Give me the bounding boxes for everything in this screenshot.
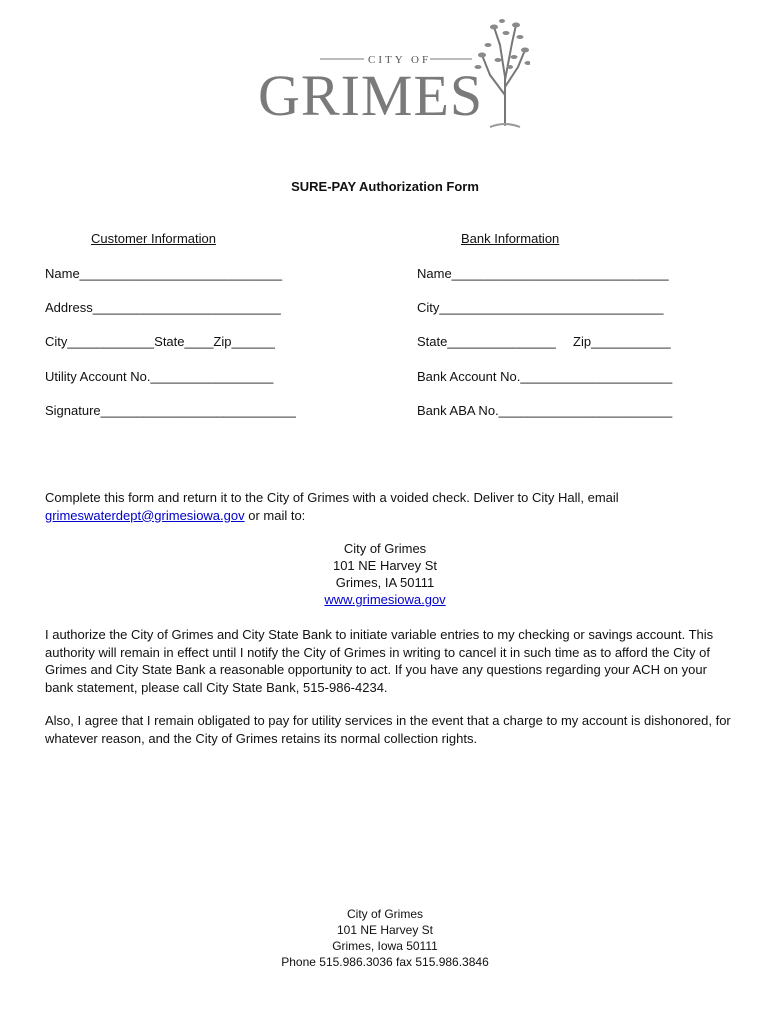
svg-text:GRIMES: GRIMES	[258, 63, 484, 128]
customer-name-field[interactable]: Name____________________________	[45, 266, 283, 281]
svg-text:CITY OF: CITY OF	[368, 54, 432, 66]
bank-account-field[interactable]: Bank Account No._____________________	[417, 369, 673, 384]
mail-line-1: City of Grimes	[343, 541, 427, 556]
form-title: SURE-PAY Authorization Form	[291, 179, 479, 194]
obligation-paragraph: Also, I agree that I remain obligated to pay for utility services in the event that a charge to my account is dishonored, for whatever reason, and the City of Grimes retains its normal collection rights.	[45, 713, 731, 746]
utility-account-field[interactable]: Utility Account No._________________	[45, 369, 274, 384]
instructions-paragraph	[45, 489, 735, 524]
footer-line-3: Grimes, Iowa 50111	[332, 939, 438, 953]
bank-name-field[interactable]: Name______________________________	[417, 266, 669, 281]
customer-address-field[interactable]: Address__________________________	[45, 300, 281, 315]
bank-state-field[interactable]: State_______________	[417, 334, 556, 349]
signature-field[interactable]: Signature___________________________	[45, 403, 296, 418]
email-link[interactable]: grimeswaterdept@grimesiowa.gov	[45, 507, 245, 523]
footer-line-4: Phone 515.986.3036 fax 515.986.3846	[281, 955, 489, 969]
footer-line-2: 101 NE Harvey St	[336, 923, 434, 937]
bank-aba-field[interactable]: Bank ABA No.________________________	[417, 403, 673, 418]
instructions-text: Complete this form and return it to the City of Grimes with a voided check. Deliver to City Hall, email	[45, 490, 619, 505]
customer-info-heading: Customer Information	[91, 231, 216, 246]
city-logo	[250, 15, 530, 130]
mail-line-3: Grimes, IA 50111	[335, 575, 435, 590]
bank-city-field[interactable]: City_______________________________	[417, 300, 664, 315]
mail-address	[0, 540, 770, 608]
customer-city-state-zip-field[interactable]: City____________State____Zip______	[45, 334, 275, 349]
tree-logo-icon	[250, 15, 530, 130]
instructions-text-after: or mail to:	[244, 507, 306, 523]
website-link[interactable]: www.grimesiowa.gov	[324, 592, 446, 607]
authorization-paragraph: I authorize the City of Grimes and City State Bank to initiate variable entries to my checking or savings account. This authority will remain in effect until I notify the City of Grimes in writing to cancel it in such time as to afford the City of Grimes and City State Bank a reasonable opportunity to act. If you have any questions regarding your ACH on your bank statement, please call City State Bank, 515-986-4234.	[45, 627, 714, 695]
footer-line-1: City of Grimes	[346, 907, 423, 921]
bank-zip-field[interactable]: Zip___________	[573, 334, 671, 349]
footer-address	[0, 906, 770, 970]
mail-line-2: 101 NE Harvey St	[332, 558, 438, 573]
bank-info-heading: Bank Information	[461, 231, 560, 246]
